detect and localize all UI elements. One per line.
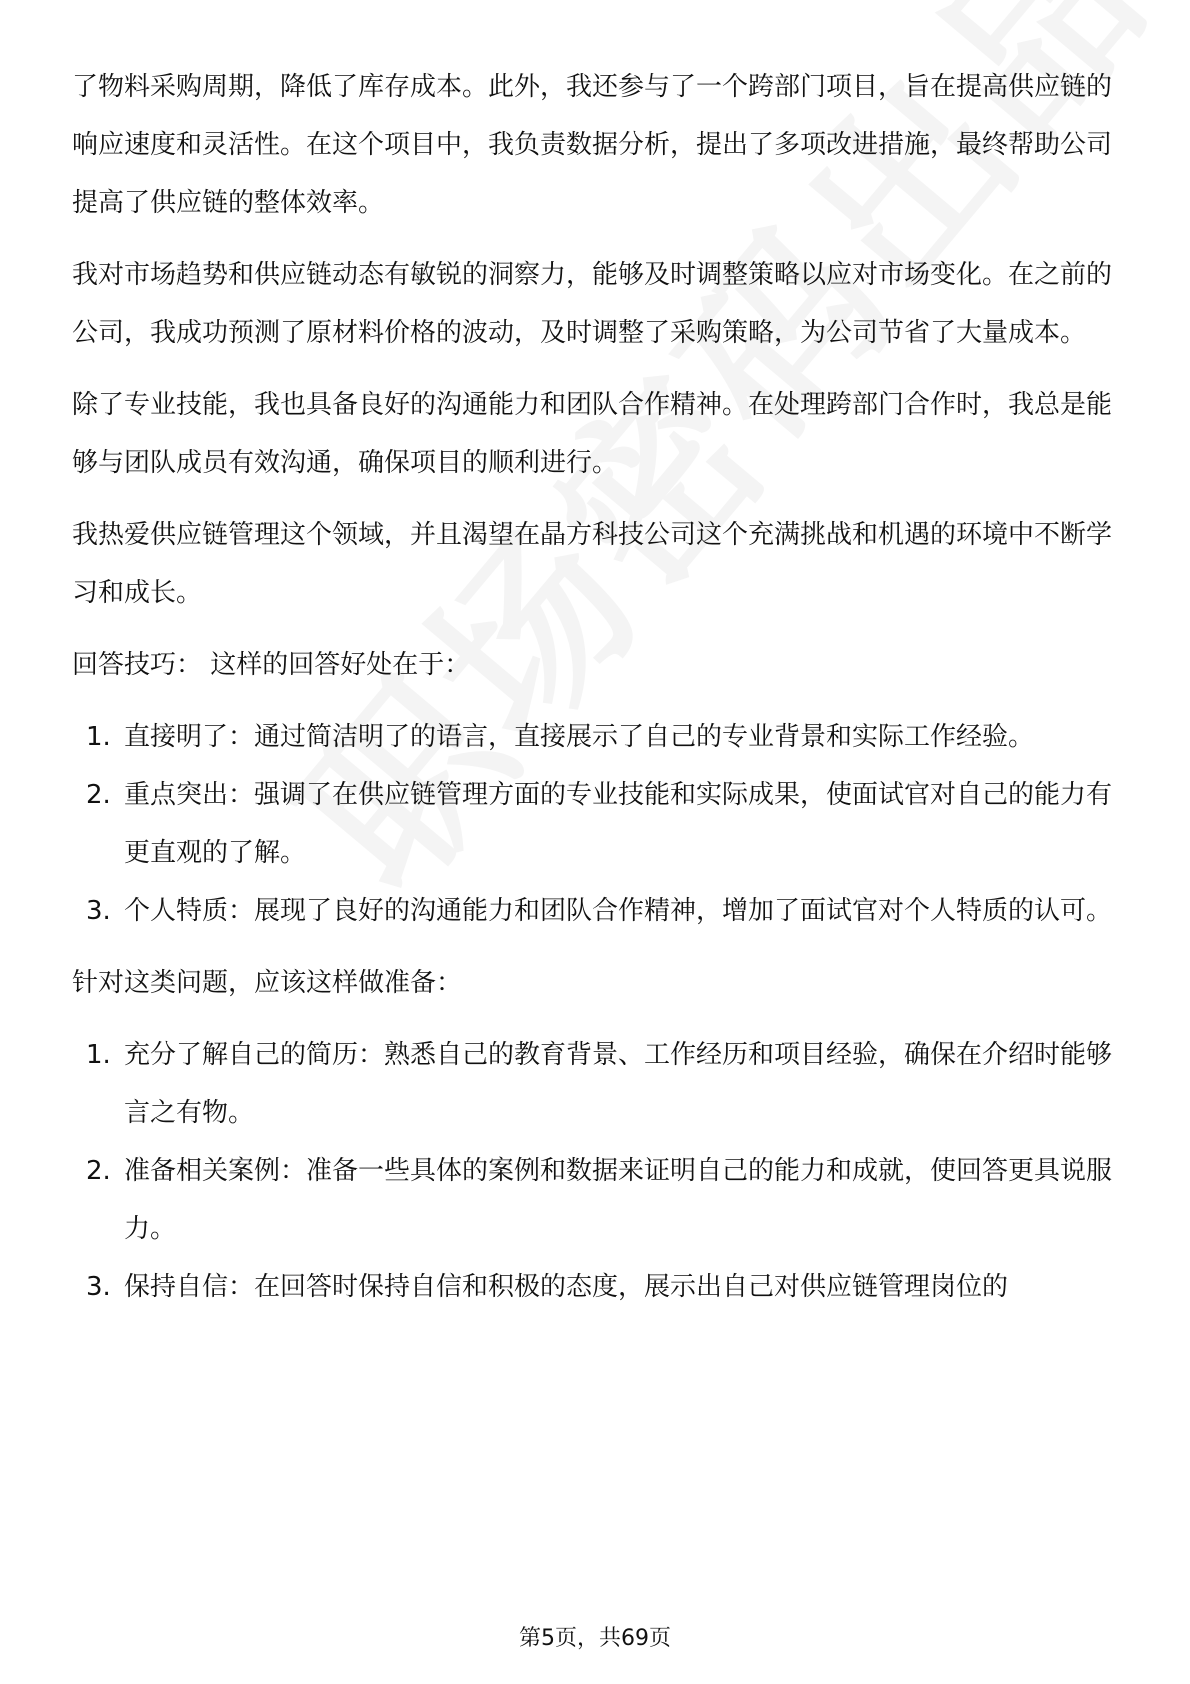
paragraph: 我对市场趋势和供应链动态有敏锐的洞察力，能够及时调整策略以应对市场变化。在之前的公司，我成功预测了原材料价格的波动，及时调整了采购策略，为公司节省了大量成本。 [72, 260, 1113, 348]
tips-heading: 回答技巧： 这样的回答好处在于： [72, 650, 471, 680]
list-number: 2. [86, 1156, 111, 1186]
list-number: 2. [86, 780, 111, 810]
list-item-text: 保持自信：在回答时保持自信和积极的态度，展示出自己对供应链管理岗位的 [124, 1272, 1009, 1302]
list-item [72, 1026, 1122, 1142]
list-item-text: 个人特质：展现了良好的沟通能力和团队合作精神，增加了面试官对个人特质的认可。 [124, 896, 1113, 926]
list-item [72, 766, 1122, 882]
prep-heading: 针对这类问题，应该这样做准备： [72, 968, 463, 998]
paragraph: 了物料采购周期，降低了库存成本。此外，我还参与了一个跨部门项目，旨在提高供应链的响应速度和灵活性。在这个项目中，我负责数据分析，提出了多项改进措施，最终帮助公司提高了供应链的整体效率。 [72, 72, 1113, 218]
paragraph: 除了专业技能，我也具备良好的沟通能力和团队合作精神。在处理跨部门合作时，我总是能够与团队成员有效沟通，确保项目的顺利进行。 [72, 390, 1113, 478]
list-number: 3. [86, 896, 111, 926]
list-item-text: 准备相关案例：准备一些具体的案例和数据来证明自己的能力和成就，使回答更具说服力。 [124, 1156, 1113, 1244]
list-number: 1. [86, 1040, 111, 1070]
document-body [72, 58, 1122, 1330]
list-item-text: 重点突出：强调了在供应链管理方面的专业技能和实际成果，使面试官对自己的能力有更直观的了解。 [124, 780, 1113, 868]
paragraph: 我热爱供应链管理这个领域，并且渴望在晶方科技公司这个充满挑战和机遇的环境中不断学习和成长。 [72, 520, 1113, 608]
page-footer: 第5页，共69页 [519, 1626, 671, 1651]
list-number: 3. [86, 1272, 111, 1302]
list-item [72, 882, 1122, 940]
tips-list [72, 708, 1122, 940]
list-item [72, 1258, 1122, 1316]
list-number: 1. [86, 722, 111, 752]
prep-list [72, 1026, 1122, 1316]
list-item-text: 直接明了：通过简洁明了的语言，直接展示了自己的专业背景和实际工作经验。 [124, 722, 1035, 752]
list-item-text: 充分了解自己的简历：熟悉自己的教育背景、工作经历和项目经验，确保在介绍时能够言之有物。 [124, 1040, 1113, 1128]
list-item [72, 1142, 1122, 1258]
list-item [72, 708, 1122, 766]
